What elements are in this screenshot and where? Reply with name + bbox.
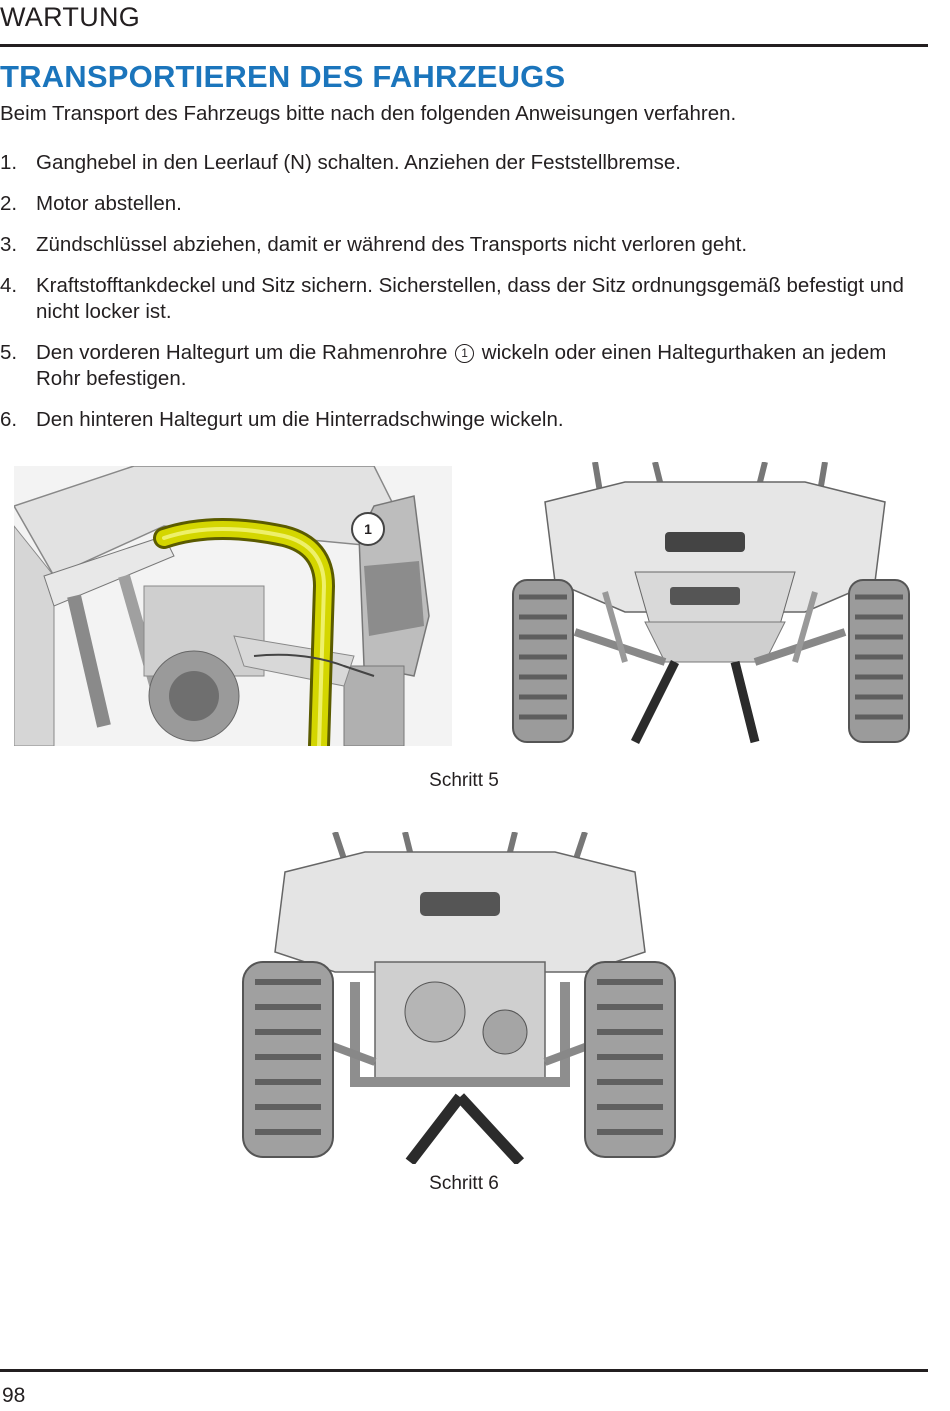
frame-tube-illustration <box>14 466 452 746</box>
right-tire <box>585 962 675 1157</box>
step-item <box>0 273 930 325</box>
step-text-after: wickeln oder einen Haltegurthaken an jedem Rohr befestigen. <box>36 341 887 390</box>
footer-rule <box>0 1369 928 1372</box>
step-number: 5. <box>0 341 18 364</box>
step-text: Motor abstellen. <box>36 192 182 215</box>
right-tire <box>849 580 909 742</box>
front-view-drawing <box>505 462 917 746</box>
step-text: Kraftstofftankdeckel und Sitz sichern. Sicherstellen, dass der Sitz ordnungsgemäß befestigt und nicht locker ist. <box>36 274 904 323</box>
left-tire <box>243 962 333 1157</box>
step-number: 1. <box>0 151 18 174</box>
step-text <box>36 340 930 392</box>
step-text: Zündschlüssel abziehen, damit er während des Transports nicht verloren geht. <box>36 233 748 256</box>
front-strap-illustration <box>505 462 917 746</box>
step-item <box>0 191 930 217</box>
page-title: TRANSPORTIEREN DES FAHRZEUGS <box>0 59 566 94</box>
rear-strap-illustration <box>205 832 720 1164</box>
step-item <box>0 340 930 392</box>
left-tire <box>513 580 573 742</box>
frame-tube-drawing <box>14 466 452 746</box>
step-item <box>0 150 930 176</box>
header-rule <box>0 44 928 47</box>
step-number: 6. <box>0 408 18 431</box>
instruction-list <box>0 150 930 448</box>
intro-text: Beim Transport des Fahrzeugs bitte nach den folgenden Anweisungen verfahren. <box>0 102 737 125</box>
figure-caption: Schritt 6 <box>429 1173 499 1194</box>
step-number: 4. <box>0 274 18 297</box>
step-item <box>0 407 930 433</box>
step-text: Den hinteren Haltegurt um die Hinterradschwinge wickeln. <box>36 408 564 431</box>
step-number: 3. <box>0 233 18 256</box>
page-number: 98 <box>2 1384 26 1407</box>
callout-marker: 1 <box>351 512 385 546</box>
step-text: Ganghebel in den Leerlauf (N) schalten. Anziehen der Feststellbremse. <box>36 151 681 174</box>
figure-caption: Schritt 5 <box>429 770 499 791</box>
section-header: WARTUNG <box>0 2 141 32</box>
step-number: 2. <box>0 192 18 215</box>
reference-number-icon: 1 <box>455 344 474 363</box>
rear-view-drawing <box>205 832 720 1164</box>
step-text-before: Den vorderen Haltegurt um die Rahmenrohre <box>36 341 448 364</box>
step-item <box>0 232 930 258</box>
